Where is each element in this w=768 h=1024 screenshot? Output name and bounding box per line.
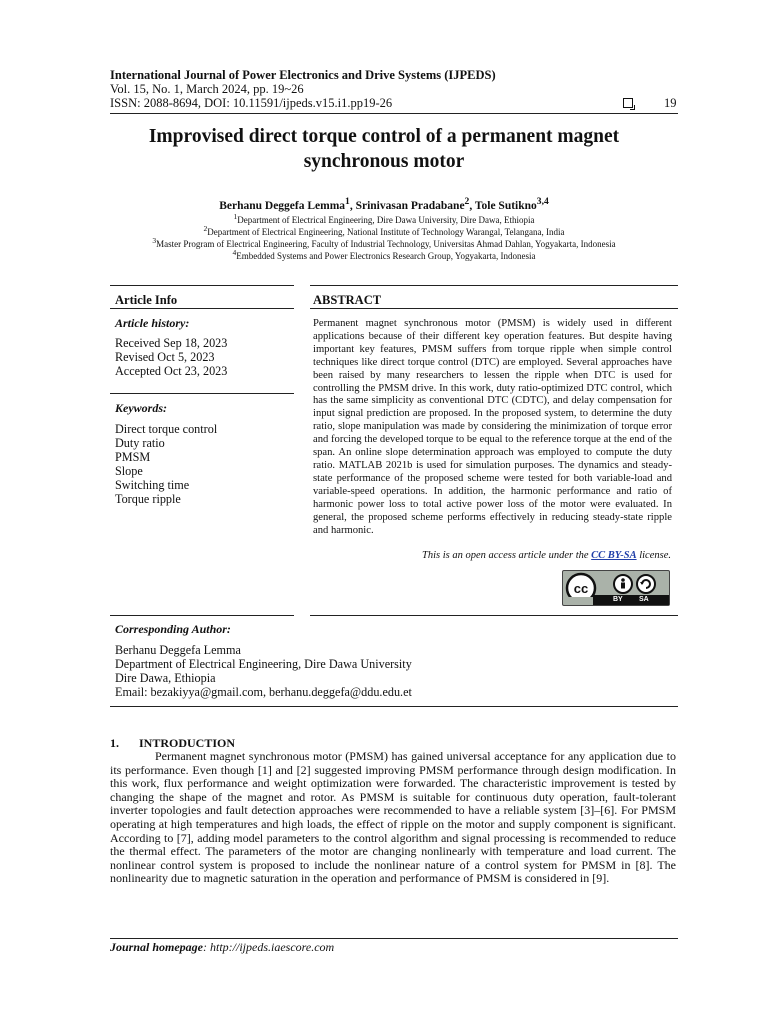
open-access-suffix: license. — [636, 550, 671, 561]
open-access-prefix: This is an open access article under the — [422, 550, 592, 561]
cc-by-sa-badge[interactable] — [562, 570, 670, 606]
affiliation-sup: 3 — [152, 236, 157, 245]
history-rule — [110, 393, 294, 394]
affiliation-sup: 4 — [232, 248, 237, 257]
corresponding-email: Email: bezakiyya@gmail.com, berhanu.deggefa@ddu.edu.et — [115, 685, 412, 699]
keyword: Direct torque control — [115, 422, 218, 436]
affiliation-text: Embedded Systems and Power Electronics Research Group, Yogyakarta, Indonesia — [236, 251, 536, 261]
affiliation-text: Master Program of Electrical Engineering, Faculty of Industrial Technology, Universitas Ahmad Dahlan, Yogyakarta, Indonesia — [156, 239, 616, 249]
title-line-1: Improvised direct torque control of a permanent magnet — [148, 126, 620, 147]
issn-line: ISSN: 2088-8694, DOI: 10.11591/ijpeds.v15.i1.pp19-26 — [110, 96, 393, 110]
author-sup: 2 — [464, 196, 470, 207]
badge-by-label: BY — [613, 596, 623, 603]
affiliation-sup: 1 — [233, 212, 238, 221]
abstract-heading-rule — [310, 308, 678, 309]
volume-line: Vol. 15, No. 1, March 2024, pp. 19~26 — [110, 82, 304, 96]
section-title: INTRODUCTION — [139, 736, 236, 750]
svg-text:cc: cc — [573, 581, 589, 596]
affiliation-sup: 2 — [203, 224, 208, 233]
journal-homepage — [110, 940, 334, 955]
info-top-rule — [110, 285, 294, 286]
section-number: 1. — [110, 736, 119, 750]
author-list — [100, 196, 668, 212]
affiliation-text: Department of Electrical Engineering, Dire Dawa University, Dire Dawa, Ethiopia — [237, 215, 535, 225]
badge-sa-label: SA — [639, 596, 649, 603]
keyword: Duty ratio — [115, 436, 165, 450]
author-name: Berhanu Deggefa Lemma — [219, 199, 346, 212]
paper-title — [100, 124, 668, 174]
author-separator: , — [469, 199, 475, 212]
corresponding-line: Department of Electrical Engineering, Dire Dawa University — [115, 657, 412, 671]
footer-url[interactable]: : http://ijpeds.iaescore.com — [203, 940, 335, 954]
header-rule — [110, 113, 678, 114]
open-access-note — [313, 550, 671, 561]
history-item: Revised Oct 5, 2023 — [115, 350, 215, 364]
author-name: Srinivasan Pradabane — [355, 199, 465, 212]
author-sup: 1 — [345, 196, 350, 207]
abstract-top-rule — [310, 285, 678, 286]
info-heading-rule — [110, 308, 294, 309]
corresponding-rule — [110, 706, 678, 707]
keywords-heading: Keywords: — [115, 401, 167, 415]
cc-badge-bar — [593, 595, 669, 605]
page-number: 19 — [664, 96, 677, 110]
affiliation-text: Department of Electrical Engineering, National Institute of Technology Warangal, Telangana, India — [207, 227, 565, 237]
author-sup: 3,4 — [536, 196, 549, 207]
title-line-2: synchronous motor — [303, 151, 465, 172]
keyword: Slope — [115, 464, 143, 478]
corresponding-heading: Corresponding Author: — [115, 622, 231, 636]
keyword: PMSM — [115, 450, 151, 464]
footer-rule — [110, 938, 678, 939]
author-separator: , — [349, 199, 356, 212]
info-bottom-rule — [110, 615, 294, 616]
author-name: Tole Sutikno — [474, 199, 537, 212]
affiliation — [80, 248, 688, 261]
introduction-text: Permanent magnet synchronous motor (PMSM) has gained universal acceptance for any application due to its performance. Even though [1] and [2] suggested improving PMSM performance through design modification. In this work, flux performance and weight optimization were forwarded. The characteristic improvement is tested by changing the shape of the magnet and rotor. As PMSM is suitable for continuous duty operation, fault-tolerant inverter topologies and fault detection approaches were recommended to have a reliable system [3]–[6]. For PMSM operating at high temperatures and high loads, the effect of ripple on the motor and supply component is significant. According to [7], adding model parameters to the control algorithm and signal processing is recommended to reduce the thermal effect. The parameters of the motor are changing nonlinearly with temperature and load current. The nonlinear control system is proposed to include the nonlinear nature of a control system for PMSM in [8]. The nonlinearity due to magnetic saturation in the operation and performance of PMSM is considered in [9]. — [110, 749, 676, 886]
footer-label: Journal homepage — [110, 940, 204, 954]
page-square-icon — [623, 98, 633, 108]
keyword: Torque ripple — [115, 492, 181, 506]
journal-name: International Journal of Power Electronics and Drive Systems (IJPEDS) — [110, 68, 496, 82]
corresponding-line: Berhanu Deggefa Lemma — [115, 643, 241, 657]
license-link[interactable]: CC BY-SA — [591, 550, 637, 561]
history-heading: Article history: — [115, 316, 190, 330]
history-item: Received Sep 18, 2023 — [115, 336, 228, 350]
keyword: Switching time — [115, 478, 190, 492]
abstract-text: Permanent magnet synchronous motor (PMSM) is widely used in different applications because of their different key operation features. But despite having important key features, PMSM suffers from torque ripple when simple control techniques like direct torque control (DTC) are employed. Several approaches have been raised by many researchers to lessen the ripple when DTC is used for controlling the PMSM drive. In this work, duty ratio-optimized DTC control, which has the same simplicity as conventional DTC (CDTC), and delay compensation for input signal prediction are proposed. In the proposed system, to determine the duty ratio, slope manipulation was made by considering the minimization of torque error and forcing the developed torque to be equal to the reference torque at the end of the span. An online slope determination approach was employed to compute the duty ratio. MATLAB 2021b is used for simulation purposes. The dynamics and steady-state performance of the proposed scheme were tested for both variable-load and variable-speed operations. In addition, the harmonic performance and ratio of harmonic power loss to total active power loss of the motor were evaluated. In general, the proposed scheme performs effectively in reducing steady-state ripple and harmonic. — [313, 318, 672, 536]
cc-icon — [563, 571, 671, 597]
corresponding-line: Dire Dawa, Ethiopia — [115, 671, 216, 685]
abstract-heading: ABSTRACT — [313, 293, 382, 307]
abstract-bottom-rule — [310, 615, 678, 616]
article-info-heading: Article Info — [115, 293, 178, 307]
history-item: Accepted Oct 23, 2023 — [115, 364, 228, 378]
